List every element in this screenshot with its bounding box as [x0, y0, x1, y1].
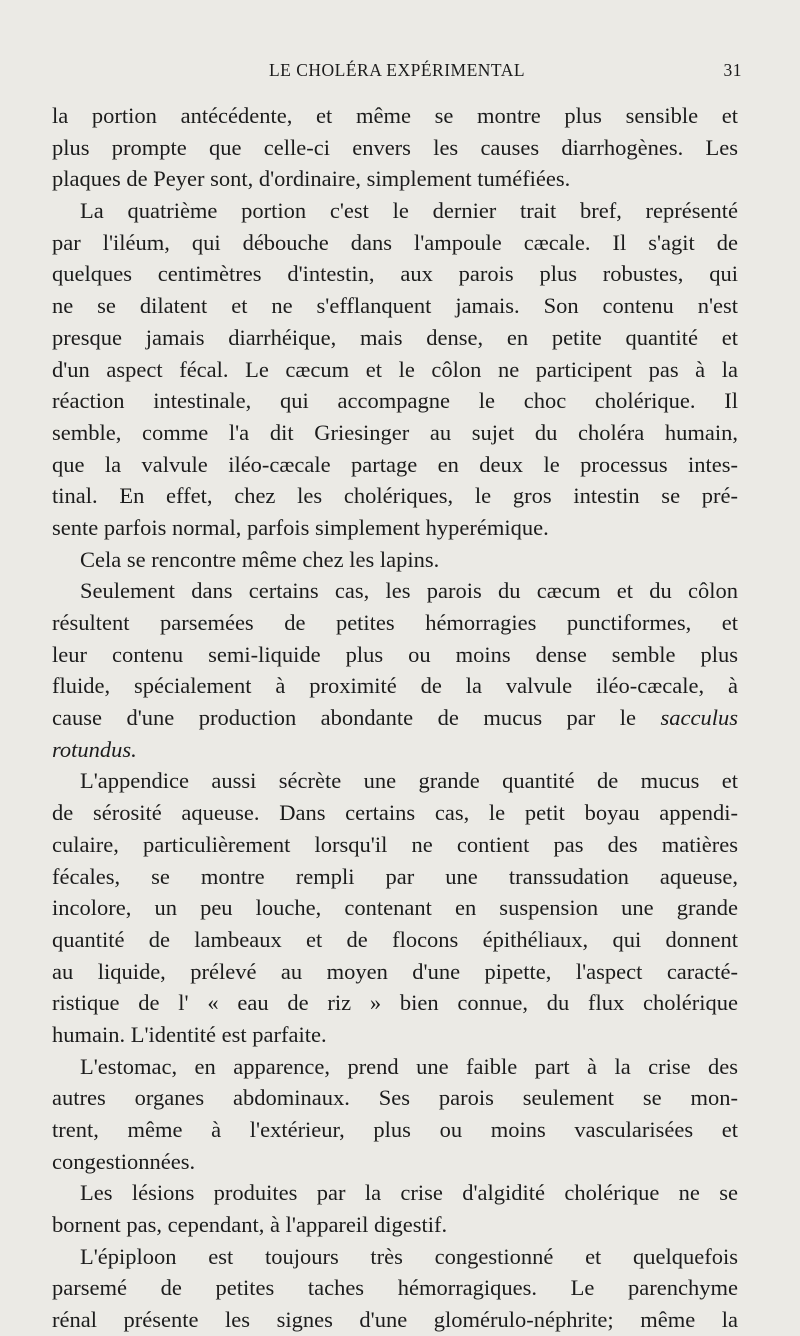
text-line: la portion antécédente, et même se montre plus sensible et [52, 103, 738, 128]
text-line: L'estomac, en apparence, prend une faible part à la crise des [80, 1053, 738, 1079]
text-line: autres organes abdominaux. Ses parois seulement se mon- [52, 1085, 738, 1111]
text-line: de sérosité aqueuse. Dans certains cas, le petit boyau appendi- [52, 800, 738, 826]
paragraph [52, 1051, 738, 1178]
text-line: bornent pas, cependant, à l'appareil digestif. [52, 1212, 448, 1238]
text-line: plaques de Peyer sont, d'ordinaire, simplement tuméfiées. [52, 166, 571, 192]
text-line: presque jamais diarrhéique, mais dense, en petite quantité et [52, 324, 738, 350]
paragraph [52, 100, 738, 195]
text-line: trent, même à l'extérieur, plus ou moins vascularisées et [52, 1117, 738, 1142]
text-line: quelques centimètres d'intestin, aux parois plus robustes, qui [52, 261, 738, 287]
text-line: incolore, un peu louche, contenant en suspension une grande [52, 895, 738, 921]
text-line [52, 702, 738, 734]
text-line: La quatrième portion c'est le dernier trait bref, représenté [80, 198, 738, 224]
paragraph [52, 1241, 738, 1336]
text-line: L'appendice aussi sécrète une grande quantité de mucus et [80, 768, 738, 794]
text-line: sente parfois normal, parfois simplement hyperémique. [52, 514, 549, 540]
text-line: humain. L'identité est parfaite. [52, 1021, 327, 1047]
text-line: culaire, particulièrement lorsqu'il ne contient pas des matières [52, 831, 738, 857]
text-line: parsemé de petites taches hémorragiques. Le parenchyme [52, 1275, 738, 1301]
text-line: quantité de lambeaux et de flocons épithéliaux, qui donnent [52, 926, 738, 952]
italic-term: sacculus [660, 705, 738, 731]
text-line: Cela se rencontre même chez les lapins. [80, 546, 440, 572]
paragraph [52, 195, 738, 544]
body-text [52, 100, 738, 1336]
text-line: par l'iléum, qui débouche dans l'ampoule cæcale. Il s'agit de [52, 229, 738, 255]
text-line: fluide, spécialement à proximité de la valvule iléo-cæcale, à [52, 673, 738, 699]
text-line: Les lésions produites par la crise d'algidité cholérique ne se [80, 1180, 738, 1206]
text-line: Seulement dans certains cas, les parois du cæcum et du côlon [80, 578, 738, 604]
text-line: d'un aspect fécal. Le cæcum et le côlon ne participent pas à la [52, 356, 738, 382]
text-line: congestionnées. [52, 1148, 196, 1174]
text-line: ne se dilatent et ne s'efflanquent jamais. Son contenu n'est [52, 293, 738, 319]
paragraph [52, 765, 738, 1050]
text-line: tinal. En effet, chez les cholériques, le gros intestin se pré- [52, 483, 738, 509]
paragraph [52, 544, 738, 576]
running-title: LE CHOLÉRA EXPÉRIMENTAL [268, 60, 526, 80]
text-line: réaction intestinale, qui accompagne le choc cholérique. Il [52, 388, 738, 414]
text-line: fécales, se montre rempli par une transsudation aqueuse, [52, 863, 738, 889]
text-line: ristique de l' « eau de riz » bien connue, du flux cholérique [52, 990, 738, 1016]
text-line: semble, comme l'a dit Griesinger au sujet du choléra humain, [52, 419, 738, 445]
text-line: plus prompte que celle-ci envers les causes diarrhogènes. Les [52, 134, 738, 160]
text-line: au liquide, prélevé au moyen d'une pipette, l'aspect caracté- [52, 958, 738, 984]
text-line: rénal présente les signes d'une glomérulo-néphrite; même la [52, 1307, 738, 1333]
running-header [52, 58, 742, 88]
text-line: rotundus. [52, 736, 137, 762]
paragraph [52, 575, 738, 765]
page-number: 31 [723, 60, 742, 80]
text-line: que la valvule iléo-cæcale partage en deux le processus intes- [52, 451, 738, 477]
text-line: L'épiploon est toujours très congestionné et quelquefois [80, 1243, 738, 1269]
text-segment: cause d'une production abondante de mucus par le [52, 705, 637, 731]
text-line: résultent parsemées de petites hémorragies punctiformes, et [52, 610, 738, 635]
text-line: leur contenu semi-liquide plus ou moins dense semble plus [52, 641, 738, 667]
paragraph [52, 1177, 738, 1240]
